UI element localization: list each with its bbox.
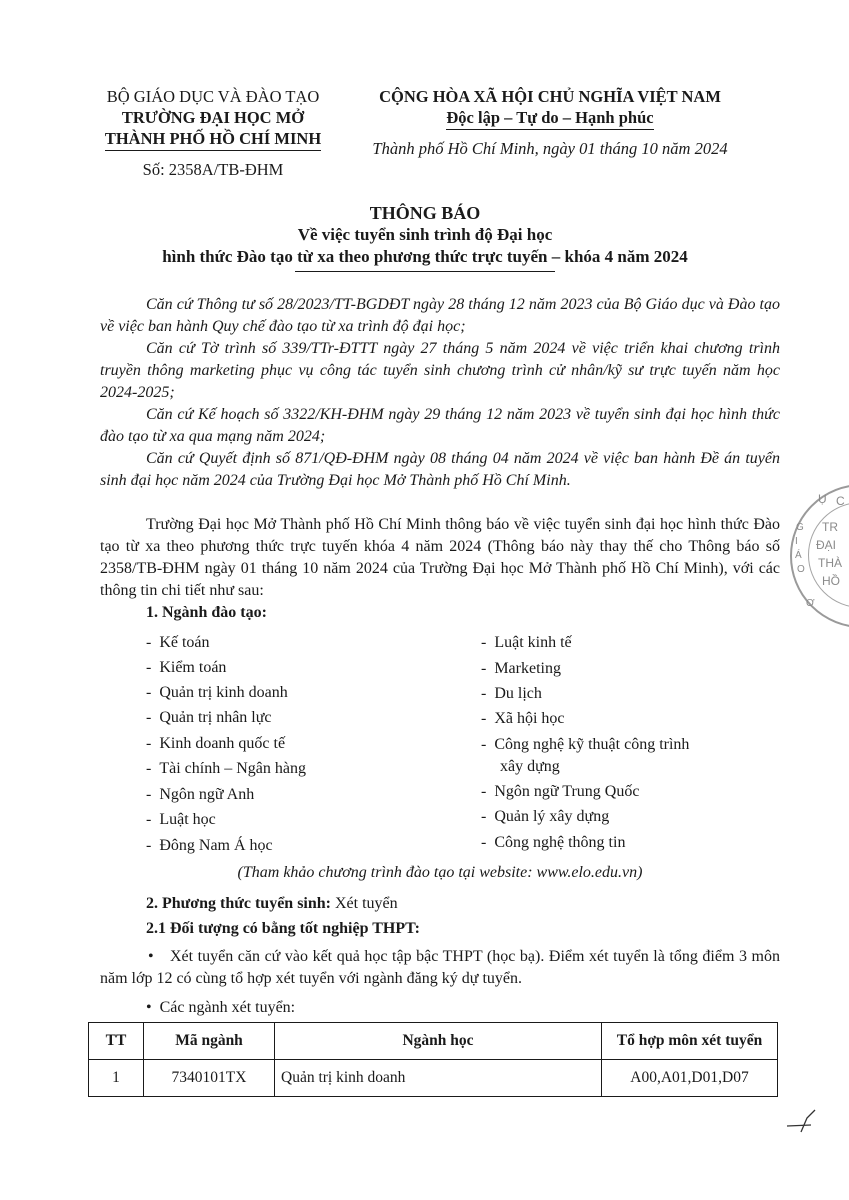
bullet-icon: • (146, 999, 152, 1016)
university-name-line1: TRƯỜNG ĐẠI HỌC MỞ (121, 108, 305, 127)
col-header-subjects: Tổ hợp môn xét tuyển (602, 1023, 778, 1060)
university-name-line2: THÀNH PHỐ HỒ CHÍ MINH (105, 128, 321, 151)
national-motto: Độc lập – Tự do – Hạnh phúc (446, 107, 653, 130)
official-stamp: Ụ C TR ĐẠI THÀ HỒ G I Á O Ơ (790, 484, 849, 628)
cell-major: Quản trị kinh doanh (275, 1060, 602, 1097)
major-item: - Công nghệ thông tin (481, 834, 626, 851)
intro-paragraph: Trường Đại học Mở Thành phố Hồ Chí Minh thông báo về việc tuyển sinh đại học hình thức Đào tạo từ xa theo phương thức trực tuyến khóa 4 năm 2024 (Thông báo này thay thế cho Thông báo số 2358/TB-ĐHM ngày 01 tháng 10 năm 2024 của Trường Đại học Mở Thành phố Hồ Chí Minh), với các thông tin chi tiết như sau: (100, 516, 780, 599)
cell-tt: 1 (89, 1060, 144, 1097)
major-item: - Luật học (146, 811, 216, 828)
notice-title (100, 202, 750, 272)
legal-bases (100, 294, 780, 492)
initial-signature-mark (785, 1106, 825, 1136)
ministry-name: BỘ GIÁO DỤC VÀ ĐÀO TẠO (106, 87, 320, 106)
table-row (89, 1060, 778, 1097)
legal-basis-4: Căn cứ Quyết định số 871/QĐ-ĐHM ngày 08 tháng 04 năm 2024 về việc ban hành Đề án tuyển sinh đại học năm 2024 của Trường Đại học Mở Thành phố Hồ Chí Minh. (100, 450, 780, 489)
majors-intro: • Các ngành xét tuyển: (146, 999, 296, 1016)
title-underline (295, 271, 555, 272)
national-header (355, 86, 745, 159)
legal-basis-1: Căn cứ Thông tư số 28/2023/TT-BGDĐT ngày 28 tháng 12 năm 2023 của Bộ Giáo dục và Đào tạo về việc ban hành Quy chế đào tạo từ xa trình độ đại học; (100, 296, 780, 335)
major-item-continuation: xây dựng (500, 758, 560, 775)
section1-heading: 1. Ngành đào tạo: (146, 604, 267, 621)
table-header-row (89, 1023, 778, 1060)
issuer-block (78, 86, 348, 180)
col-header-tt: TT (89, 1023, 144, 1060)
major-item: - Đông Nam Á học (146, 837, 273, 854)
major-item: - Kế toán (146, 634, 210, 651)
legal-basis-2: Căn cứ Tờ trình số 339/TTr-ĐTTT ngày 27 tháng 5 năm 2024 về việc triển khai chương trình truyền thông marketing phục vụ công tác tuyển sinh chương trình cử nhân/kỹ sư trực tuyến năm học 2024-2025; (100, 340, 780, 401)
section2-1-heading: 2.1 Đối tượng có bằng tốt nghiệp THPT: (146, 920, 420, 937)
title-line1: THÔNG BÁO (369, 203, 481, 223)
bullet-icon: • (148, 948, 154, 965)
majors-table (88, 1022, 778, 1097)
major-item: - Luật kinh tế (481, 634, 572, 651)
col-header-major: Ngành học (275, 1023, 602, 1060)
stamp-inner-ring (808, 502, 849, 608)
major-item: - Du lịch (481, 685, 542, 702)
republic-name: CỘNG HÒA XÃ HỘI CHỦ NGHĨA VIỆT NAM (379, 87, 721, 106)
cell-code: 7340101TX (144, 1060, 275, 1097)
place-and-date: Thành phố Hồ Chí Minh, ngày 01 tháng 10 năm 2024 (372, 139, 728, 158)
major-item: - Ngôn ngữ Trung Quốc (481, 783, 640, 800)
title-line3: hình thức Đào tạo từ xa theo phương thức trực tuyến – khóa 4 năm 2024 (162, 247, 688, 266)
col-header-code: Mã ngành (144, 1023, 275, 1060)
major-item: - Quản lý xây dựng (481, 808, 610, 825)
document-number: Số: 2358A/TB-ĐHM (142, 160, 284, 179)
major-item: - Tài chính – Ngân hàng (146, 760, 306, 777)
section2-heading: 2. Phương thức tuyển sinh: Xét tuyển (146, 895, 398, 912)
website-reference: (Tham khảo chương trình đào tạo tại website: www.elo.edu.vn) (237, 864, 643, 881)
major-item: - Công nghệ kỹ thuật công trình (481, 736, 690, 753)
cell-subjects: A00,A01,D01,D07 (602, 1060, 778, 1097)
title-line2: Về việc tuyển sinh trình độ Đại học (297, 225, 553, 244)
major-item: - Ngôn ngữ Anh (146, 786, 255, 803)
major-item: - Kinh doanh quốc tế (146, 735, 286, 752)
admission-basis: • Xét tuyển căn cứ vào kết quả học tập bậc THPT (học bạ). Điểm xét tuyển là tổng điểm 3 môn năm lớp 12 có cùng tổ hợp xét tuyển với ngành đăng ký dự tuyển. (100, 946, 780, 990)
major-item: - Quản trị kinh doanh (146, 684, 288, 701)
major-item: - Marketing (481, 660, 561, 677)
major-item: - Kiểm toán (146, 659, 227, 676)
major-item: - Quản trị nhân lực (146, 709, 272, 726)
major-item: - Xã hội học (481, 710, 565, 727)
legal-basis-3: Căn cứ Kế hoạch số 3322/KH-ĐHM ngày 29 tháng 12 năm 2023 về tuyển sinh đại học hình thức đào tạo từ xa qua mạng năm 2024; (100, 406, 780, 445)
